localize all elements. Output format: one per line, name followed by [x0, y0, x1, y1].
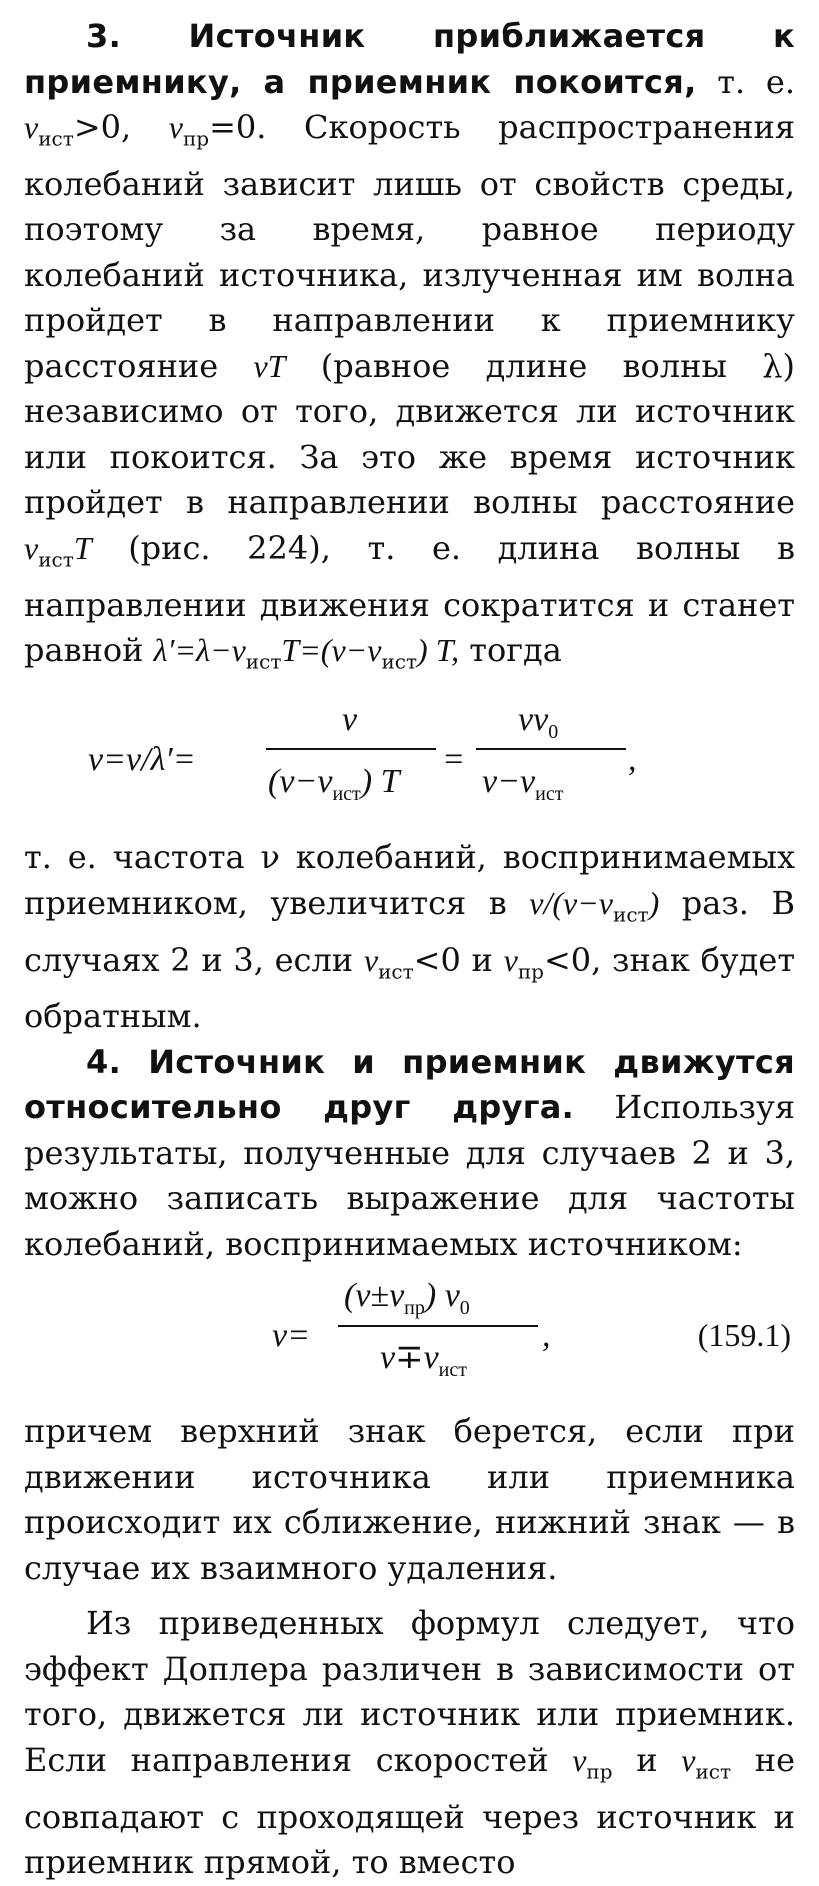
conclusion-v-pr: v	[572, 1741, 587, 1778]
sign-rule-text: причем верхний знак берется, если при движении источника или приемника происходит их сближение, нижний знак — в случае их взаимного удаления.	[24, 1412, 795, 1587]
paragraph-case-4	[24, 1040, 795, 1268]
case-3-lambda-eq-sub2: ист	[381, 649, 418, 674]
case-3-lambda-eq: λ′=λ−v	[153, 632, 246, 669]
case-3-vist-T: T	[73, 529, 92, 566]
case-3-text-3: (равное длине волны λ) независимо от того, движется ли источник или покоится. За это же время источник пройдет в направлении волны расстояние	[24, 346, 796, 522]
formula-1-comma: ,	[628, 741, 637, 779]
formula-1-frac-2-den-sub: ист	[535, 782, 564, 805]
formula-1-frac-1-numerator: v	[342, 701, 358, 739]
conclusion-text-2: и	[612, 1740, 682, 1779]
freq-text-4: знак будет обратным.	[24, 940, 796, 1036]
case-3-text-5: тогда	[459, 631, 562, 670]
formula-2-den-sub: ист	[438, 1359, 467, 1382]
conclusion-text-3: не совпадают с проходящей через источник и приемник прямой, то вместо	[24, 1740, 796, 1882]
freq-cond-1-rel: <0	[413, 940, 461, 979]
case-3-lambda-eq-end: ) T,	[417, 632, 460, 669]
paragraph-doppler-conclusion	[24, 1601, 795, 1885]
formula-1-frac-1-den-text: (v−v	[268, 763, 333, 801]
case-3-cond-2-sub: пр	[182, 126, 210, 151]
freq-cond-2: v	[503, 941, 518, 978]
formula-2-fraction-bar	[338, 1325, 538, 1327]
case-4-text: Используя результаты, полученные для случаев 2 и 3, можно записать выражение для частоты колебаний, воспринимаемых источником:	[24, 1088, 796, 1263]
formula-1-equals: =	[442, 741, 465, 779]
document-page	[24, 14, 795, 1886]
case-3-vist-sub: ист	[38, 547, 74, 572]
freq-text-1: т. е. частота ν колебаний, воспринимаемых приемником, увеличится в	[24, 838, 795, 922]
formula-2-num-sub2: 0	[459, 1297, 470, 1320]
conclusion-v-ist: v	[681, 1741, 696, 1778]
freq-cond-1: v	[363, 941, 379, 978]
formula-1-frac-1-den-sub: ист	[332, 782, 361, 805]
case-3-text-4: (рис. 224), т. е. длина волны в направлении движения сократится и станет равной	[24, 528, 795, 670]
formula-1-frac-2-num-sub: 0	[548, 720, 559, 743]
case-3-text-1: т. е.	[696, 62, 795, 101]
equation-number: (159.1)	[697, 1317, 791, 1354]
conclusion-v-pr-sub: пр	[586, 1759, 613, 1784]
formula-frequency-approach	[24, 691, 795, 831]
case-3-cond-2-rel: =0.	[209, 108, 267, 146]
case-3-vT: vT	[253, 347, 286, 384]
formula-1-frac-2-numerator	[518, 697, 558, 755]
conclusion-v-ist-sub: ист	[695, 1759, 732, 1784]
formula-1-fraction-bar-1	[266, 748, 436, 750]
freq-text-3: и	[460, 940, 504, 979]
freq-cond-2-rel: <0,	[543, 940, 602, 979]
case-3-vist: v	[24, 529, 39, 566]
formula-1-frac-2-den-text: v−v	[482, 763, 536, 801]
formula-2-num-end: ) ν	[424, 1277, 460, 1315]
formula-1-frac-1-denominator	[268, 759, 400, 817]
paragraph-sign-rule	[24, 1409, 795, 1591]
formula-2-denominator	[380, 1335, 467, 1393]
case-3-cond-1: v	[24, 109, 39, 145]
case-3-heading: 3. Источник приближается к приемнику, а приемник покоится,	[24, 17, 795, 101]
case-3-lambda-eq-sub: ист	[245, 649, 282, 674]
case-3-cond-1-rel: >0,	[73, 108, 132, 146]
formula-2-comma: ,	[542, 1317, 551, 1355]
formula-1-frac-1-den-end: ) T	[360, 763, 400, 801]
paragraph-frequency-increase	[24, 835, 795, 1040]
paragraph-case-3	[24, 14, 795, 685]
formula-1-frac-2-num-text: vν	[518, 701, 549, 739]
formula-1-frac-2-denominator	[482, 759, 563, 817]
freq-ratio-sub: ист	[613, 902, 649, 927]
case-4-heading: 4. Источник и приемник движутся относительно друг друга.	[24, 1042, 795, 1127]
formula-2-numerator	[344, 1273, 470, 1331]
case-3-lambda-eq-rest: T=(v−v	[281, 632, 382, 669]
case-3-text-2: Скорость распространения колебаний зависит лишь от свойств среды, поэтому за время, равное периоду колебаний источника, излученная им волна пройдет в направлении к приемнику расстояние	[24, 108, 796, 385]
formula-2-den-text: v∓v	[380, 1339, 439, 1377]
formula-2-num-sub: пр	[404, 1297, 425, 1320]
formula-2-lhs: ν=	[272, 1317, 311, 1355]
freq-ratio: v/(v−v	[529, 884, 613, 921]
freq-ratio-end: )	[648, 884, 660, 921]
case-3-cond-1-sub: ист	[38, 126, 74, 151]
formula-2-num-text: (v±v	[344, 1277, 405, 1315]
freq-text-2: раз. В случаях 2 и 3, если	[24, 883, 795, 979]
freq-cond-2-sub: пр	[517, 958, 544, 983]
case-3-cond-2: v	[168, 109, 183, 145]
conclusion-text-1: Из приведенных формул следует, что эффект Доплера различен в зависимости от того, движется ли источник или приемник. Если направления скоростей	[24, 1604, 795, 1779]
formula-1-fraction-bar-2	[476, 748, 626, 750]
formula-1-lhs: ν=v/λ′=	[88, 741, 196, 779]
freq-cond-1-sub: ист	[378, 958, 414, 983]
formula-159-1	[24, 1271, 795, 1399]
